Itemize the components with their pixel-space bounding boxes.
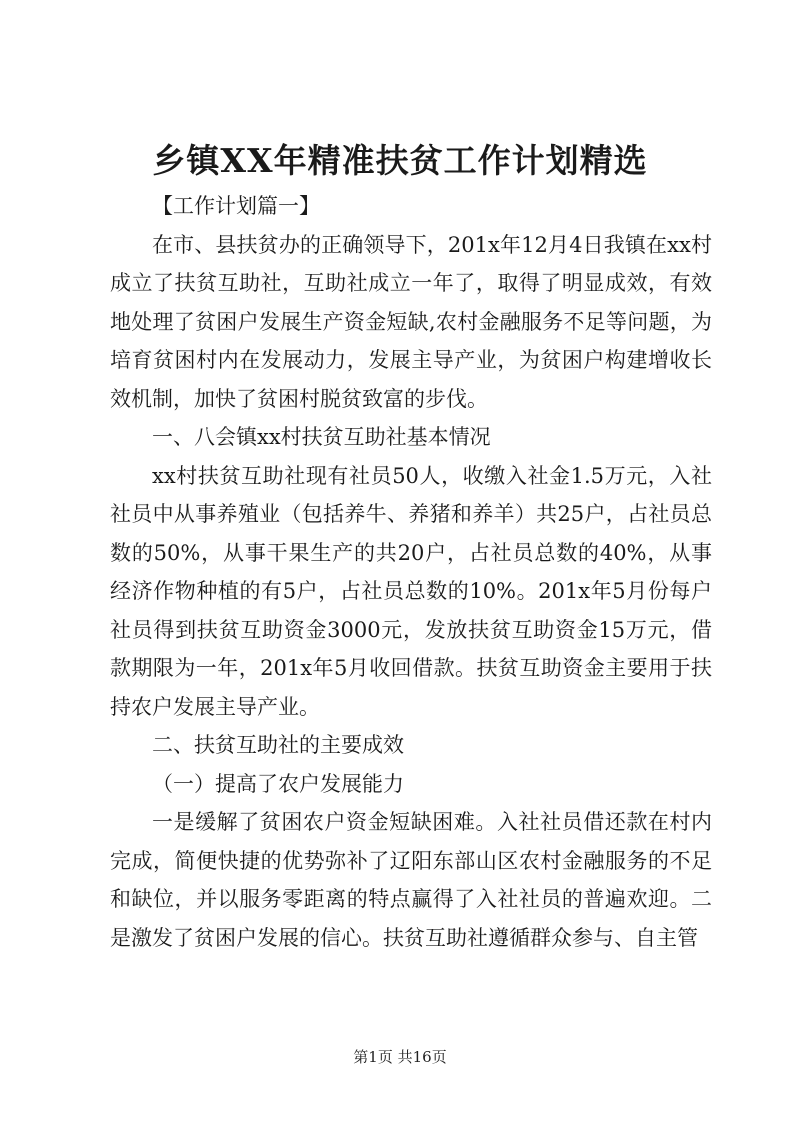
subheading-farmer-capacity: （一）提高了农户发展能力 — [152, 771, 404, 796]
paragraph-basic-situation: xx村扶贫互助社现有社员50人，收缴入社金1.5万元，入社社员中从事养殖业（包括养牛、养猪和养羊）共25户，占社员总数的50%，从事干果生产的共20户，占社员总数的40%，从事经济作物种植的有5户，占社员总数的10%。201x年5月份每户社员得到扶贫互助资金3000元，发放扶贫互助资金15万元，借款期限为一年，201x年5月收回借款。扶贫互助资金主要用于扶持农户发展主导产业。 — [110, 463, 712, 719]
heading-basic-situation: 一、八会镇xx村扶贫互助社基本情况 — [152, 425, 491, 449]
paragraph-intro: 在市、县扶贫办的正确领导下，201x年12月4日我镇在xx村成立了扶贫互助社，互助社成立一年了，取得了明显成效，有效地处理了贫困户发展生产资金短缺,农村金融服务不足等问题，为培育贫困村内在发展动力，发展主导产业，为贫困户构建增收长效机制，加快了贫困村脱贫致富的步伐。 — [110, 232, 712, 411]
section-heading: 【工作计划篇一】 — [152, 194, 320, 218]
document-title: 乡镇XX年精准扶贫工作计划精选 — [152, 141, 648, 180]
page-number: 第1页 共16页 — [353, 1048, 447, 1066]
document-body — [110, 187, 712, 957]
paragraph-farmer-capacity: 一是缓解了贫困农户资金短缺困难。入社社员借还款在村内完成，简便快捷的优势弥补了辽阳东部山区农村金融服务的不足和缺位，并以服务零距离的特点赢得了入社社员的普遍欢迎。二是激发了贫困户发展的信心。扶贫互助社遵循群众参与、自主管 — [110, 810, 712, 950]
heading-main-results: 二、扶贫互助社的主要成效 — [152, 733, 404, 757]
